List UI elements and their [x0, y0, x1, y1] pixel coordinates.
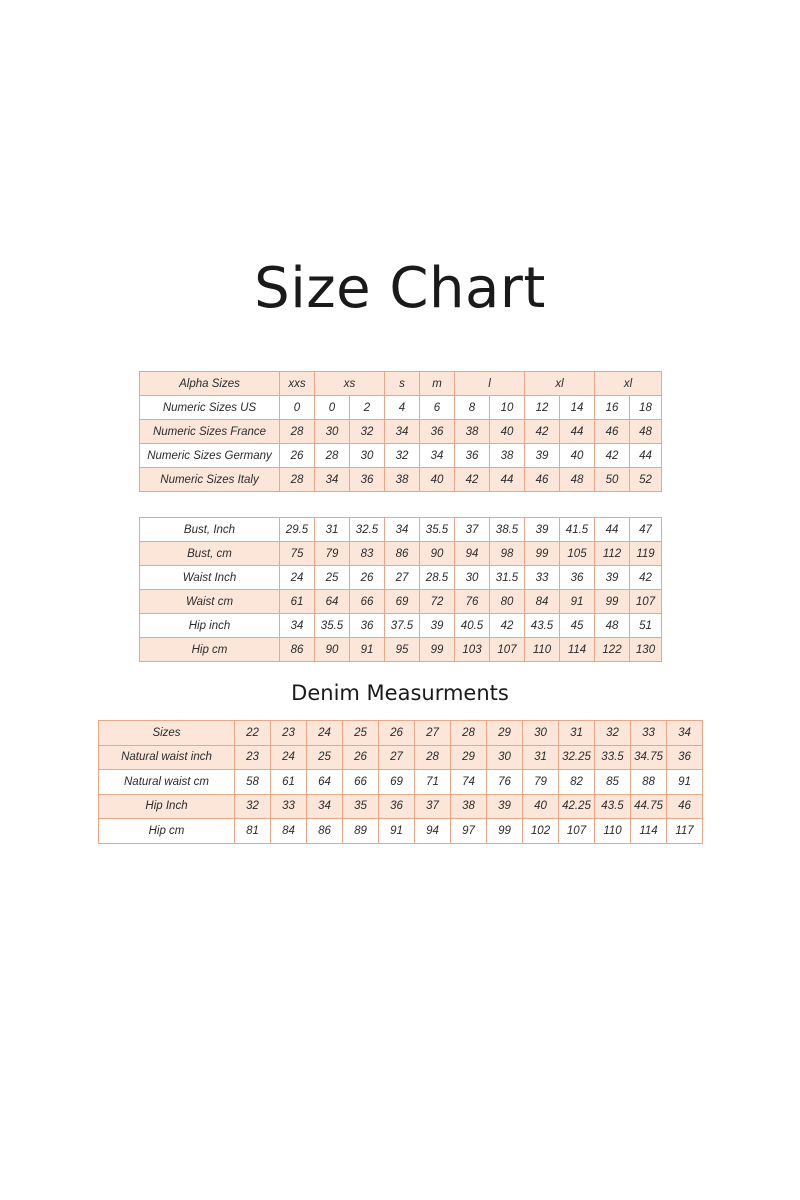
table-cell: 43.5 [525, 614, 560, 638]
table-cell: 39 [420, 614, 455, 638]
table-cell: 44 [490, 468, 525, 492]
table-cell: 25 [315, 566, 350, 590]
table-header-row [99, 721, 703, 746]
table-cell: 34 [385, 518, 420, 542]
table-row-label: Natural waist inch [99, 745, 235, 770]
table-cell: 75 [280, 542, 315, 566]
table-cell: 36 [560, 566, 595, 590]
table-cell: 10 [490, 396, 525, 420]
body-measurements-body [140, 518, 662, 662]
table-cell: 34 [420, 444, 455, 468]
table-cell: 24 [280, 566, 315, 590]
table-cell: 58 [235, 770, 271, 795]
table-cell: 42 [455, 468, 490, 492]
table-row [99, 770, 703, 795]
table-cell: 44 [595, 518, 630, 542]
table-cell: 112 [595, 542, 630, 566]
table-cell: 46 [525, 468, 560, 492]
denim-measurements-heading: Denim Measurments [291, 681, 509, 705]
table-cell: 36 [350, 468, 385, 492]
table-row [140, 420, 662, 444]
table-cell: 44 [560, 420, 595, 444]
table-cell: 86 [280, 638, 315, 662]
table-cell: 42 [525, 420, 560, 444]
table-cell: 0 [315, 396, 350, 420]
table-cell: 102 [523, 819, 559, 844]
table-cell: 2 [350, 396, 385, 420]
table-cell: 84 [271, 819, 307, 844]
table-cell: 107 [630, 590, 662, 614]
table-row-label: Numeric Sizes US [140, 396, 280, 420]
table-header-cell: xl [525, 372, 595, 396]
table-row-label: Hip cm [99, 819, 235, 844]
table-cell: 38 [455, 420, 490, 444]
table-cell: 23 [235, 745, 271, 770]
table-cell: 114 [631, 819, 667, 844]
table-cell: 35.5 [315, 614, 350, 638]
table-cell: 99 [595, 590, 630, 614]
table-cell: 42 [595, 444, 630, 468]
table-cell: 32.5 [350, 518, 385, 542]
table-cell: 99 [487, 819, 523, 844]
table-cell: 35.5 [420, 518, 455, 542]
table-cell: 130 [630, 638, 662, 662]
table-cell: 40.5 [455, 614, 490, 638]
table-cell: 48 [630, 420, 662, 444]
table-cell: 50 [595, 468, 630, 492]
table-cell: 30 [350, 444, 385, 468]
table-header-cell: l [455, 372, 525, 396]
table-cell: 94 [455, 542, 490, 566]
table-cell: 99 [420, 638, 455, 662]
table-cell: 31.5 [490, 566, 525, 590]
table-header-cell: 23 [271, 721, 307, 746]
table-row [99, 819, 703, 844]
table-cell: 88 [631, 770, 667, 795]
body-measurements-table [139, 517, 662, 662]
table-cell: 74 [451, 770, 487, 795]
table-header-cell: xs [315, 372, 385, 396]
table-cell: 35 [343, 794, 379, 819]
table-cell: 80 [490, 590, 525, 614]
table-cell: 0 [280, 396, 315, 420]
table-row [140, 396, 662, 420]
table-header-cell: 28 [451, 721, 487, 746]
table-header-cell: xxs [280, 372, 315, 396]
table-cell: 71 [415, 770, 451, 795]
table-header-cell: 34 [667, 721, 703, 746]
table-cell: 34.75 [631, 745, 667, 770]
table-cell: 98 [490, 542, 525, 566]
table-cell: 40 [490, 420, 525, 444]
table-cell: 28 [280, 468, 315, 492]
table-cell: 32 [235, 794, 271, 819]
table-cell: 52 [630, 468, 662, 492]
denim-measurements-body [99, 721, 703, 844]
table-cell: 91 [667, 770, 703, 795]
table-cell: 95 [385, 638, 420, 662]
table-cell: 103 [455, 638, 490, 662]
table-cell: 16 [595, 396, 630, 420]
table-row [140, 518, 662, 542]
table-header-cell: m [420, 372, 455, 396]
table-header-cell: 25 [343, 721, 379, 746]
table-row [140, 614, 662, 638]
table-header-cell: xl [595, 372, 662, 396]
denim-measurements-table [98, 720, 703, 844]
table-cell: 42 [630, 566, 662, 590]
table-header-cell: 32 [595, 721, 631, 746]
table-cell: 34 [315, 468, 350, 492]
table-cell: 24 [271, 745, 307, 770]
table-cell: 46 [595, 420, 630, 444]
table-cell: 43.5 [595, 794, 631, 819]
table-cell: 69 [385, 590, 420, 614]
table-cell: 38 [385, 468, 420, 492]
table-cell: 90 [420, 542, 455, 566]
table-cell: 36 [420, 420, 455, 444]
table-cell: 82 [559, 770, 595, 795]
table-cell: 40 [523, 794, 559, 819]
table-row-label: Numeric Sizes Italy [140, 468, 280, 492]
table-header-cell: s [385, 372, 420, 396]
table-cell: 28 [280, 420, 315, 444]
table-cell: 37.5 [385, 614, 420, 638]
table-cell: 110 [595, 819, 631, 844]
table-cell: 44.75 [631, 794, 667, 819]
table-cell: 30 [315, 420, 350, 444]
table-cell: 28 [415, 745, 451, 770]
table-cell: 66 [350, 590, 385, 614]
table-row [140, 444, 662, 468]
table-row-label: Waist Inch [140, 566, 280, 590]
table-row [140, 638, 662, 662]
table-header-cell: 26 [379, 721, 415, 746]
table-row [99, 794, 703, 819]
table-cell: 27 [385, 566, 420, 590]
table-cell: 36 [350, 614, 385, 638]
table-cell: 42.25 [559, 794, 595, 819]
table-cell: 76 [455, 590, 490, 614]
table-cell: 4 [385, 396, 420, 420]
table-cell: 114 [560, 638, 595, 662]
denim-measurements-table-container [98, 720, 703, 844]
table-cell: 32 [385, 444, 420, 468]
table-row-label: Hip Inch [99, 794, 235, 819]
table-cell: 81 [235, 819, 271, 844]
table-cell: 26 [280, 444, 315, 468]
table-cell: 32 [350, 420, 385, 444]
table-cell: 91 [560, 590, 595, 614]
table-cell: 117 [667, 819, 703, 844]
table-cell: 42 [490, 614, 525, 638]
table-cell: 37 [415, 794, 451, 819]
alpha-sizes-table-container [139, 371, 662, 492]
table-cell: 40 [420, 468, 455, 492]
table-row-label: Bust, cm [140, 542, 280, 566]
table-cell: 38 [490, 444, 525, 468]
table-cell: 110 [525, 638, 560, 662]
table-row [140, 566, 662, 590]
table-header-cell: 31 [559, 721, 595, 746]
table-header-cell: 24 [307, 721, 343, 746]
table-cell: 34 [280, 614, 315, 638]
table-cell: 36 [667, 745, 703, 770]
table-cell: 48 [560, 468, 595, 492]
table-cell: 119 [630, 542, 662, 566]
table-header-cell: 27 [415, 721, 451, 746]
table-cell: 86 [385, 542, 420, 566]
table-cell: 28.5 [420, 566, 455, 590]
table-header-cell: 29 [487, 721, 523, 746]
table-cell: 39 [595, 566, 630, 590]
table-cell: 37 [455, 518, 490, 542]
table-cell: 61 [271, 770, 307, 795]
table-cell: 44 [630, 444, 662, 468]
table-cell: 45 [560, 614, 595, 638]
table-cell: 48 [595, 614, 630, 638]
table-cell: 39 [525, 518, 560, 542]
table-cell: 83 [350, 542, 385, 566]
table-cell: 105 [560, 542, 595, 566]
table-header-label: Alpha Sizes [140, 372, 280, 396]
table-cell: 84 [525, 590, 560, 614]
table-cell: 38.5 [490, 518, 525, 542]
table-cell: 41.5 [560, 518, 595, 542]
table-cell: 36 [455, 444, 490, 468]
table-cell: 27 [379, 745, 415, 770]
table-cell: 90 [315, 638, 350, 662]
table-cell: 89 [343, 819, 379, 844]
table-cell: 39 [487, 794, 523, 819]
table-cell: 76 [487, 770, 523, 795]
table-row [99, 745, 703, 770]
table-row [140, 468, 662, 492]
table-cell: 33 [271, 794, 307, 819]
table-cell: 122 [595, 638, 630, 662]
table-cell: 64 [307, 770, 343, 795]
table-row-label: Numeric Sizes Germany [140, 444, 280, 468]
table-cell: 29.5 [280, 518, 315, 542]
table-row-label: Bust, Inch [140, 518, 280, 542]
table-cell: 46 [667, 794, 703, 819]
table-cell: 12 [525, 396, 560, 420]
table-cell: 47 [630, 518, 662, 542]
table-row-label: Natural waist cm [99, 770, 235, 795]
table-cell: 8 [455, 396, 490, 420]
table-cell: 31 [523, 745, 559, 770]
table-cell: 79 [315, 542, 350, 566]
table-row-label: Numeric Sizes France [140, 420, 280, 444]
table-cell: 39 [525, 444, 560, 468]
table-cell: 51 [630, 614, 662, 638]
table-cell: 107 [490, 638, 525, 662]
table-cell: 40 [560, 444, 595, 468]
table-header-cell: 33 [631, 721, 667, 746]
table-header-label: Sizes [99, 721, 235, 746]
table-cell: 69 [379, 770, 415, 795]
table-cell: 32.25 [559, 745, 595, 770]
table-cell: 34 [307, 794, 343, 819]
table-cell: 64 [315, 590, 350, 614]
table-row [140, 590, 662, 614]
table-cell: 33 [525, 566, 560, 590]
body-measurements-table-container [139, 517, 662, 662]
table-cell: 30 [487, 745, 523, 770]
table-cell: 91 [379, 819, 415, 844]
table-cell: 26 [350, 566, 385, 590]
table-cell: 85 [595, 770, 631, 795]
table-header-row [140, 372, 662, 396]
table-cell: 33.5 [595, 745, 631, 770]
table-cell: 99 [525, 542, 560, 566]
table-cell: 36 [379, 794, 415, 819]
table-cell: 72 [420, 590, 455, 614]
table-cell: 61 [280, 590, 315, 614]
table-cell: 30 [455, 566, 490, 590]
table-cell: 6 [420, 396, 455, 420]
table-cell: 91 [350, 638, 385, 662]
alpha-sizes-body [140, 372, 662, 492]
table-cell: 34 [385, 420, 420, 444]
table-cell: 94 [415, 819, 451, 844]
table-cell: 28 [315, 444, 350, 468]
table-row-label: Hip cm [140, 638, 280, 662]
table-cell: 18 [630, 396, 662, 420]
table-cell: 25 [307, 745, 343, 770]
alpha-sizes-table [139, 371, 662, 492]
table-header-cell: 30 [523, 721, 559, 746]
table-cell: 86 [307, 819, 343, 844]
table-cell: 79 [523, 770, 559, 795]
table-cell: 107 [559, 819, 595, 844]
table-row-label: Hip inch [140, 614, 280, 638]
table-row [140, 542, 662, 566]
table-cell: 38 [451, 794, 487, 819]
table-cell: 31 [315, 518, 350, 542]
table-cell: 26 [343, 745, 379, 770]
page-title: Size Chart [254, 256, 546, 321]
table-row-label: Waist cm [140, 590, 280, 614]
table-cell: 66 [343, 770, 379, 795]
table-cell: 14 [560, 396, 595, 420]
table-cell: 29 [451, 745, 487, 770]
table-cell: 97 [451, 819, 487, 844]
table-header-cell: 22 [235, 721, 271, 746]
